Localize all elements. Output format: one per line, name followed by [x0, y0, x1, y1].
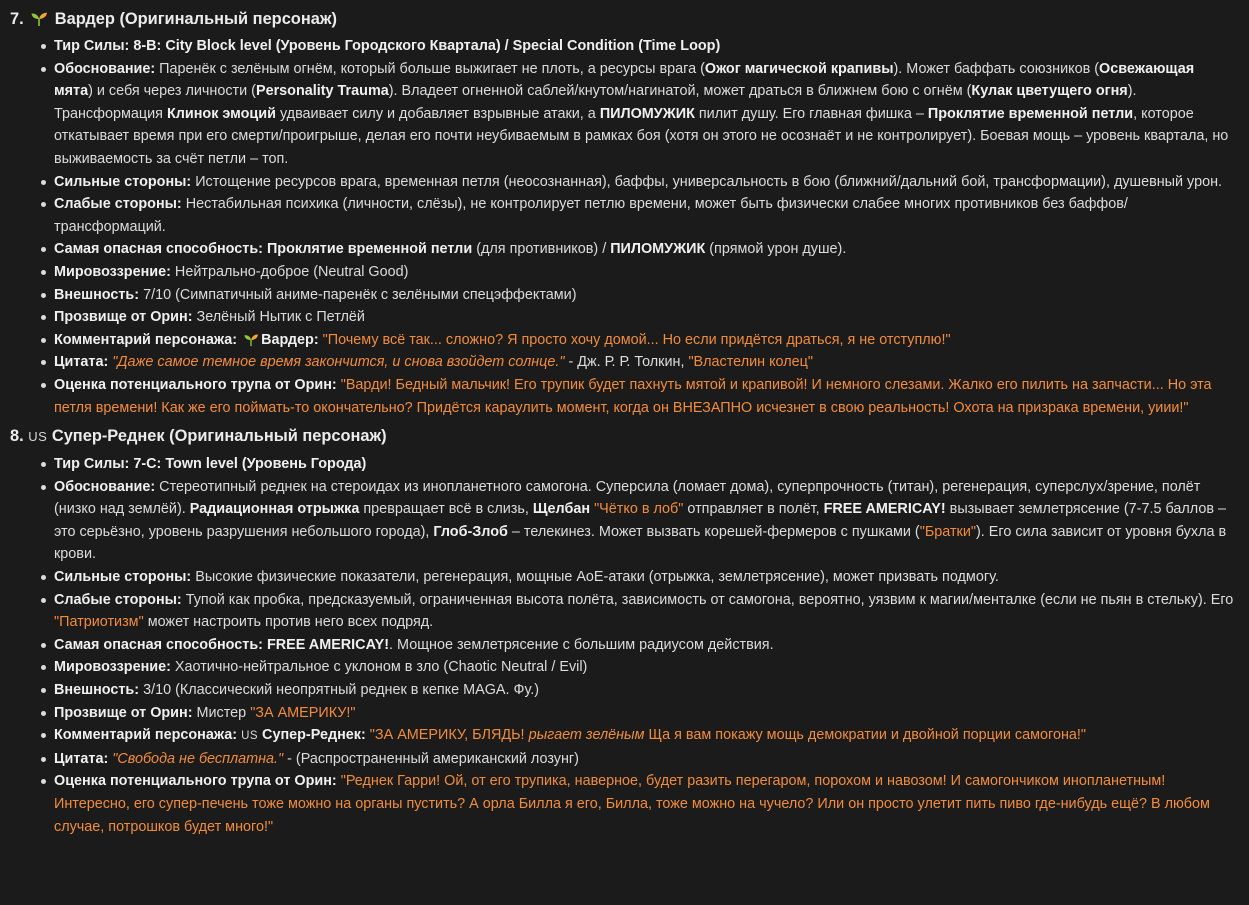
bold-text: ПИЛОМУЖИК [599, 105, 695, 122]
text: превращает всё в слизь, [359, 501, 533, 518]
text: ). Трансформация [54, 83, 1137, 122]
citation-work: "Властелин колец" [688, 354, 813, 371]
list-item-tier [54, 35, 1235, 58]
bold-text: Кулак цветущего огня [971, 83, 1128, 100]
field-value: Хаотично-нейтральное с уклоном в зло (Chaotic Neutral / Evil) [174, 659, 588, 676]
field-value: Высокие физические показатели, регенерация, мощные AoE-атаки (отрыжка, землетрясение), может призвать подмогу. [195, 569, 999, 586]
field-label: Тир Силы: [54, 38, 130, 54]
text: отправляет в полёт, [683, 501, 824, 518]
text: ). Его сила зависит от уровня бухла в крови. [54, 523, 1227, 563]
text: ). Может баффать союзников ( [893, 60, 1100, 77]
bold-text: Personality Trauma [255, 83, 389, 100]
bold-text: FREE AMERICAY! [266, 636, 390, 653]
list-item-comment [54, 329, 1235, 352]
field-label: Оценка потенциального трупа от Орин: [54, 376, 337, 393]
field-value: Зелёный Нытик с Петлёй [196, 309, 365, 326]
character-quote: "Почему всё так... сложно? Я просто хочу домой... Но если придётся драться, я не отступлю!" [322, 331, 951, 348]
field-label: Слабые стороны: [54, 196, 182, 213]
list-item-strengths [54, 171, 1235, 194]
text: – телекинез. Может вызвать корешей-фермеров с пушками ( [507, 523, 920, 540]
list-item-citation [54, 748, 1235, 771]
field-value: Истощение ресурсов врага, временная петля (неосознанная), баффы, универсальность в бою (ближний/дальний бой, трансформации), душевный урон. [195, 173, 1223, 190]
seedling-icon [243, 333, 259, 347]
bold-text: FREE AMERICAY! [823, 501, 946, 518]
field-label: Внешность: [54, 286, 140, 303]
quote-text: "Чётко в лоб" [594, 501, 684, 518]
bold-text: Клинок эмоций [166, 105, 276, 122]
field-label: Комментарий персонажа: [54, 331, 238, 348]
field-label: Сильные стороны: [54, 569, 192, 586]
quote-text: "Братки" [919, 523, 976, 540]
section-title: Вардер (Оригинальный персонаж) [54, 10, 337, 28]
quote-text: "Патриотизм" [54, 614, 144, 631]
list-item-weaknesses [54, 193, 1235, 238]
text: удваивает силу и добавляет взрывные атаки, а [275, 105, 600, 122]
field-label: Обоснование: [54, 60, 156, 77]
text: (для противников) / [476, 241, 607, 258]
list-item-justification [54, 58, 1235, 171]
field-label: Цитата: [54, 354, 109, 371]
section-list-warder [10, 35, 1235, 419]
text: . Мощное землетрясение с большим радиусом действия. [389, 636, 774, 653]
bold-text: Глоб-Злоб [433, 523, 508, 540]
field-label: Сильные стороны: [54, 173, 192, 190]
bold-text: Радиационная отрыжка [189, 501, 360, 518]
list-item-alignment [54, 656, 1235, 679]
quote-text: "ЗА АМЕРИКУ, БЛЯДЬ! [369, 727, 525, 744]
field-label: Мировоззрение: [54, 659, 171, 676]
action-text: рыгает зелёным [528, 727, 645, 744]
field-label: Обоснование: [54, 478, 156, 495]
list-item-dangerous [54, 238, 1235, 261]
field-value: Нейтрально-доброе (Neutral Good) [174, 263, 409, 280]
field-label: Тир Силы: [54, 456, 130, 473]
field-value: 3/10 (Классический неопрятный реднек в кепке MAGA. Фу.) [143, 682, 540, 699]
list-item-dangerous [54, 634, 1235, 657]
section-title: Супер-Реднек (Оригинальный персонаж) [51, 427, 387, 446]
field-value: Нестабильная психика (личности, слёзы), не контролирует петлю времени, может быть физически слабее многих противников без баффов/трансформаций. [54, 196, 1128, 235]
bold-text: Освежающая мята [54, 60, 1195, 100]
list-item-looks [54, 284, 1235, 307]
field-label: Мировоззрение: [54, 263, 171, 280]
field-value: 7/10 (Симпатичный аниме-паренёк с зелёными спецэффектами) [143, 286, 577, 303]
list-item-tier [54, 453, 1235, 476]
field-value: 7-C: Town level (Уровень Города) [133, 456, 367, 473]
list-item-weaknesses [54, 589, 1235, 634]
list-item-citation [54, 351, 1235, 374]
list-item-comment [54, 724, 1235, 748]
bold-text: Проклятие временной петли [266, 241, 473, 258]
text: , которое откатывает время при его смерти/проигрыше, делая его почти неубиваемым в рамках боя (хотя он этого не осознаёт и не контролирует). Боевая мощь – уровень квартала, но выживаемость за счёт петли – топ. [54, 105, 1229, 167]
section-list-super-redneck [10, 453, 1235, 838]
text: Стереотипный реднек на стероидах из инопланетного самогона. Суперсила (ломает дома), суперпрочность (титан), регенерация, суперслух/зрение, полёт (низко над землёй). [54, 478, 1201, 518]
bold-text: Щелбан [532, 501, 591, 518]
list-item-justification [54, 476, 1235, 566]
citation-source: - (Распространенный американский лозунг) [283, 750, 579, 767]
list-item-alignment [54, 261, 1235, 284]
section-heading-warder [10, 6, 1235, 32]
bold-text: Ожог магической крапивы [704, 60, 894, 77]
citation-quote: "Даже самое темное время закончится, и снова взойдет солнце." [112, 354, 565, 371]
field-label: Самая опасная способность: [54, 636, 263, 653]
character-name: Супер-Реднек: [262, 727, 366, 744]
list-item-rating [54, 770, 1235, 838]
list-item-strengths [54, 566, 1235, 589]
text: может настроить против него всех подряд. [143, 614, 434, 631]
field-label: Прозвище от Орин: [54, 309, 193, 326]
text: вызывает землетрясение (7-7.5 баллов – это серьёзно, уровень разрушения небольшого города), [54, 501, 1226, 540]
text: (прямой урон душе). [709, 241, 847, 258]
field-value: 8-B: City Block level (Уровень Городского Квартала) / Special Condition (Time Loop) [133, 38, 721, 54]
field-label: Оценка потенциального трупа от Орин: [54, 773, 337, 790]
us-flag-icon: US [28, 429, 48, 445]
quote-text: Ща я вам покажу мощь демократии и двойной порции самогона!" [648, 727, 1087, 744]
section-number: 7. [10, 10, 24, 28]
field-label: Слабые стороны: [54, 591, 182, 608]
us-flag-icon: US [241, 730, 259, 743]
field-label: Внешность: [54, 682, 140, 699]
text: Тупой как пробка, предсказуемый, ограниченная высота полёта, зависимость от самогона, вероятно, уязвим к магии/менталке (если не пьян в стельку). Его [185, 591, 1234, 608]
section-heading-super-redneck [10, 423, 1235, 450]
field-label: Самая опасная способность: [54, 241, 263, 258]
text: ) и себя через личности ( [88, 83, 256, 100]
citation-source: - Дж. Р. Р. Толкин, [568, 354, 689, 371]
text: Паренёк с зелёным огнём, который больше выжигает не плоть, а ресурсы врага ( [159, 60, 705, 77]
bold-text: Проклятие временной петли [927, 105, 1134, 122]
seedling-icon [30, 11, 48, 27]
list-item-looks [54, 679, 1235, 702]
rating-quote: "Реднек Гарри! Ой, от его трупика, наверное, будет разить перегаром, порохом и навозом! И самогончиком инопланетным! Интересно, его супер-печень тоже можно на органы пустить? А орла Билла я его, Билла, тоже можно на чучело? Или он просто улетит пить пиво где-нибудь ещё? В любом случае, потрошков будет много!" [54, 773, 1210, 835]
field-label: Комментарий персонажа: [54, 727, 238, 744]
quote-text: "ЗА АМЕРИКУ!" [250, 704, 356, 721]
character-name: Вардер: [261, 331, 319, 348]
rating-quote: "Варди! Бедный мальчик! Его трупик будет пахнуть мятой и крапивой! И немного слезами. Жалко его пилить на запчасти... Но эта петля времени! Как же его поймать-то окончательно? Придётся караулить момент, когда он ВНЕЗАПНО исчезнет в свою реальность! Охота на призрака времени, уиии!" [54, 376, 1212, 416]
field-label: Прозвище от Орин: [54, 704, 193, 721]
list-item-nickname [54, 702, 1235, 725]
citation-quote: "Свобода не бесплатна." [112, 750, 284, 767]
list-item-nickname [54, 306, 1235, 329]
text: Мистер [196, 704, 251, 721]
text: пилит душу. Его главная фишка – [694, 105, 928, 122]
section-number: 8. [10, 427, 24, 446]
field-label: Цитата: [54, 750, 109, 767]
list-item-rating [54, 374, 1235, 419]
text: ). Владеет огненной саблей/кнутом/нагинатой, может драться в ближнем бою с огнём ( [388, 83, 972, 100]
bold-text: ПИЛОМУЖИК [610, 241, 706, 258]
